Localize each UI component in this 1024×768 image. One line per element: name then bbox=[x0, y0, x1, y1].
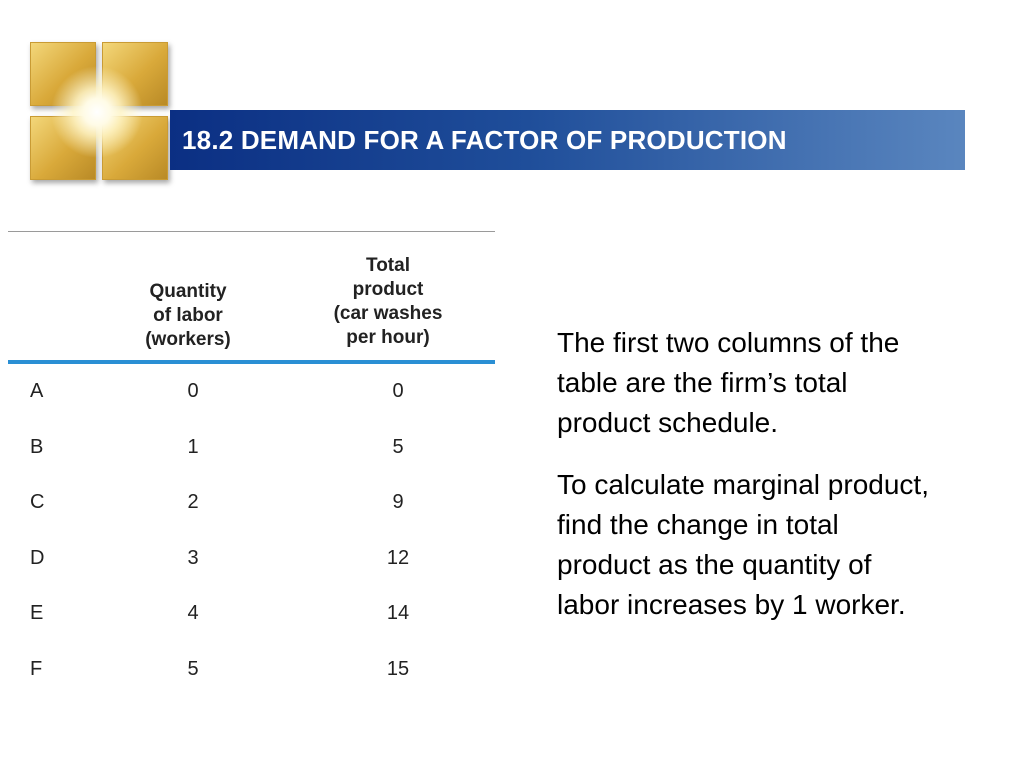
logo-icon bbox=[22, 40, 172, 182]
column-header-quantity bbox=[113, 280, 263, 352]
total-product-cell: 15 bbox=[386, 657, 410, 680]
slide-title: 18.2 DEMAND FOR A FACTOR OF PRODUCTION bbox=[182, 124, 787, 155]
header-line: per hour) bbox=[346, 327, 430, 348]
row-label: D bbox=[30, 546, 45, 569]
total-product-cell: 12 bbox=[386, 546, 410, 569]
row-label: A bbox=[30, 380, 44, 402]
row-label: E bbox=[30, 602, 44, 624]
table-row bbox=[8, 531, 495, 587]
total-product-cell: 9 bbox=[392, 491, 404, 513]
table-row bbox=[8, 642, 495, 698]
header-line: Quantity bbox=[149, 281, 227, 302]
row-label: F bbox=[30, 657, 43, 680]
paragraph: The first two columns of the table are the firm’s total product schedule. bbox=[557, 327, 900, 438]
table-header bbox=[8, 232, 495, 360]
logo-glow bbox=[44, 60, 150, 164]
body-text bbox=[557, 323, 937, 647]
header-line: Total bbox=[366, 255, 410, 276]
total-product-table bbox=[8, 231, 495, 697]
column-header-total-product bbox=[313, 254, 463, 350]
labor-cell: 0 bbox=[187, 380, 199, 402]
header-line: (workers) bbox=[145, 329, 231, 350]
table-row bbox=[8, 475, 495, 531]
table-body bbox=[8, 364, 495, 697]
row-label: B bbox=[30, 435, 44, 458]
table-row bbox=[8, 420, 495, 476]
total-product-cell: 5 bbox=[392, 435, 404, 458]
labor-cell: 2 bbox=[187, 491, 199, 513]
table-row bbox=[8, 364, 495, 420]
labor-cell: 4 bbox=[187, 602, 199, 624]
labor-cell: 3 bbox=[187, 546, 199, 569]
header-line: of labor bbox=[153, 305, 223, 326]
labor-cell: 1 bbox=[187, 435, 199, 458]
header-line: (car washes bbox=[333, 303, 443, 324]
row-label: C bbox=[30, 491, 45, 513]
title-bar bbox=[170, 110, 965, 170]
total-product-cell: 0 bbox=[392, 380, 404, 402]
labor-cell: 5 bbox=[187, 657, 199, 680]
total-product-cell: 14 bbox=[386, 602, 410, 624]
header-line: product bbox=[352, 279, 424, 300]
table-row bbox=[8, 586, 495, 642]
paragraph: To calculate marginal product, find the change in total product as the quantity of labor increases by 1 worker. bbox=[557, 469, 929, 620]
